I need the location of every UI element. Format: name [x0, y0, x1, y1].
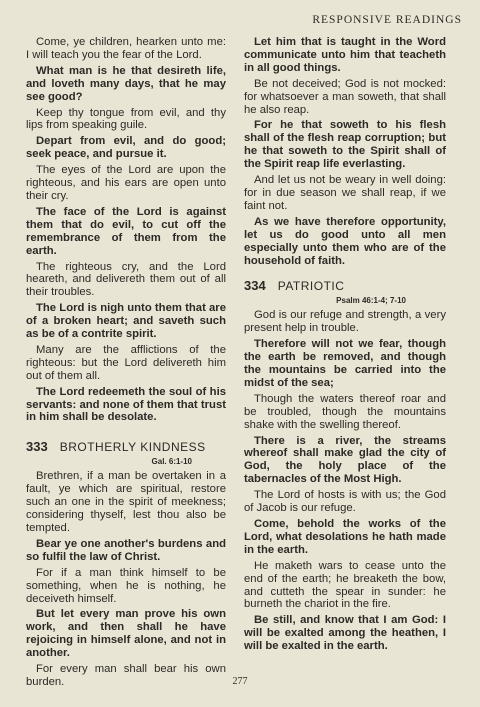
reading-line-congregation: Let him that is taught in the Word communicate unto him that teacheth in all good things.	[244, 36, 446, 74]
left-readings	[26, 36, 226, 424]
selection-title: PATRIOTIC	[277, 279, 345, 294]
reading-line-congregation: The face of the Lord is against them that do evil, to cut off the remembrance of them from the earth.	[26, 205, 226, 257]
reading-line-leader: Brethren, if a man be overtaken in a fault, ye which are spiritual, restore such an one in the spirit of meekness; considering thyself, lest thou also be tempted.	[26, 470, 226, 534]
reading-line-leader: He maketh wars to cease unto the end of the earth; he breaketh the bow, and cutteth the spear in sunder: he burneth the chariot in the fire.	[244, 559, 446, 611]
reading-line-leader: For every man shall bear his own burden.	[26, 663, 226, 688]
reading-line-congregation: Be still, and know that I am God: I will be exalted among the heathen, I will be exalted in the earth.	[244, 614, 446, 653]
reading-line-congregation: What man is he that desireth life, and loveth many days, that he may see good?	[26, 64, 226, 103]
running-head: RESPONSIVE READINGS	[312, 14, 462, 26]
reading-line-leader: Keep thy tongue from evil, and thy lips from speaking guile.	[26, 106, 226, 132]
reading-line-leader: Be not deceived; God is not mocked: for whatsoever a man soweth, that shall he also reap.	[244, 77, 446, 116]
page-number: 277	[232, 676, 248, 687]
selection-header-334	[244, 277, 446, 295]
reading-line-leader: Come, ye children, hearken unto me: I will teach you the fear of the Lord.	[26, 36, 226, 61]
reading-line-congregation: The Lord is nigh unto them that are of a broken heart; and saveth such as be of a contrite spirit.	[26, 302, 226, 341]
reading-line-congregation: Bear ye one another's burdens and so fulfil the law of Christ.	[26, 537, 226, 563]
reading-line-congregation: The Lord redeemeth the soul of his servants: and none of them that trust in him shall be desolate.	[26, 385, 226, 424]
selection-header-333	[26, 438, 226, 456]
scripture-reference: Psalm 46:1-4; 7-10	[336, 296, 406, 306]
selection-title: BROTHERLY KINDNESS	[59, 440, 206, 455]
selection-number: 333	[26, 439, 48, 455]
right-column	[244, 36, 446, 656]
reading-line-leader: God is our refuge and strength, a very present help in trouble.	[244, 309, 446, 335]
selection-334-readings	[244, 309, 446, 653]
reading-line-leader: For if a man think himself to be something, when he is nothing, he deceiveth himself.	[26, 566, 226, 605]
reading-line-congregation: Therefore will not we fear, though the earth be removed, and though the mountains be carried into the midst of the sea;	[244, 338, 446, 389]
reading-line-leader: The eyes of the Lord are upon the righteous, and his ears are open unto their cry.	[26, 164, 226, 202]
reading-line-congregation: As we have therefore opportunity, let us do good unto all men especially unto them who are of the household of faith.	[244, 215, 446, 267]
selection-number: 334	[244, 278, 266, 294]
reading-line-leader: The righteous cry, and the Lord heareth, and delivereth them out of all their troubles.	[26, 260, 226, 299]
reading-line-congregation: There is a river, the streams whereof shall make glad the city of God, the holy place of the tabernacles of the Most High.	[244, 434, 446, 486]
scripture-reference: Gal. 6:1-10	[151, 457, 192, 467]
reading-line-leader: Though the waters thereof roar and be troubled, though the mountains shake with the swelling thereof.	[244, 392, 446, 431]
selection-333-readings	[26, 470, 226, 689]
reading-line-congregation: Come, behold the works of the Lord, what desolations he hath made in the earth.	[244, 518, 446, 556]
reading-line-congregation: For he that soweth to his flesh shall of the flesh reap corruption; but he that soweth to the Spirit shall of the Spirit reap life everlasting.	[244, 119, 446, 171]
right-readings	[244, 36, 446, 267]
reading-line-leader: Many are the afflictions of the righteous: but the Lord delivereth him out of them all.	[26, 343, 226, 382]
left-column	[26, 36, 226, 692]
reading-line-congregation: Depart from evil, and do good; seek peace, and pursue it.	[26, 135, 226, 161]
reading-line-congregation: But let every man prove his own work, and then shall he have rejoicing in himself alone, and not in another.	[26, 608, 226, 660]
reading-line-leader: The Lord of hosts is with us; the God of Jacob is our refuge.	[244, 489, 446, 515]
reading-line-leader: And let us not be weary in well doing: for in due season we shall reap, if we faint not.	[244, 174, 446, 212]
